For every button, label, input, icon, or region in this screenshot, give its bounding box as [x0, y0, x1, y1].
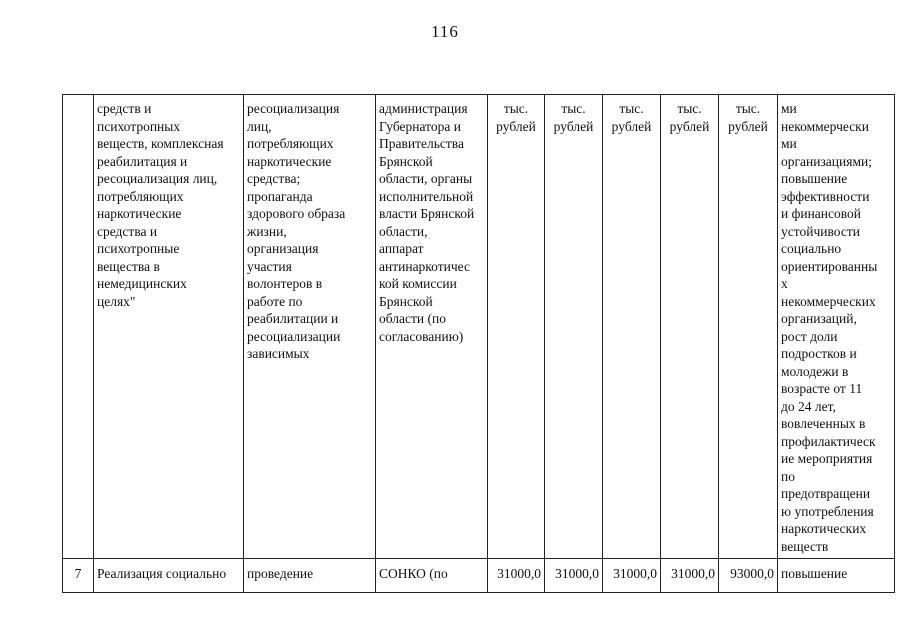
result-cell: ми некоммерчески ми организациями; повышение эффективности и финансовой устойчивости социально ориентированны х некоммерческих организаций, рост доли подростков и молодежи в возрасте от 11 до 24 лет, вовлеченных в профилактическ ие мероприятия по предотвращени ю употребления наркотических веществ	[778, 95, 895, 559]
activities-cell: ресоциализация лиц, потребляющих наркотические средства; пропаганда здорового образа жизни, организация участия волонтеров в работе по реабилитации и ресоциализации зависимых	[244, 95, 376, 559]
activities-cell: проведение	[244, 559, 376, 593]
amount-cell: 31000,0	[603, 559, 661, 593]
table-row	[63, 559, 895, 593]
amount-cell: тыс. рублей	[603, 95, 661, 559]
measure-name-cell: средств и психотропных веществ, комплексная реабилитация и ресоциализация лиц, потребляющих наркотические средства и психотропные вещества в немедицинских целях"	[94, 95, 244, 559]
row-number-cell	[63, 95, 94, 559]
measure-name-cell: Реализация социально	[94, 559, 244, 593]
program-table	[62, 94, 895, 593]
amount-cell: 31000,0	[545, 559, 603, 593]
amount-cell: тыс. рублей	[719, 95, 778, 559]
amount-cell: 31000,0	[488, 559, 545, 593]
executor-cell: СОНКО (по	[376, 559, 488, 593]
row-number-cell: 7	[63, 559, 94, 593]
amount-cell: 31000,0	[661, 559, 719, 593]
executor-cell: администрация Губернатора и Правительства Брянской области, органы исполнительной власти Брянской области, аппарат антинаркотичес кой комиссии Брянской области (по согласованию)	[376, 95, 488, 559]
amount-cell: тыс. рублей	[661, 95, 719, 559]
amount-cell: тыс. рублей	[488, 95, 545, 559]
amount-cell: тыс. рублей	[545, 95, 603, 559]
amount-cell: 93000,0	[719, 559, 778, 593]
result-cell: повышение	[778, 559, 895, 593]
page-number: 116	[431, 22, 459, 41]
table-row	[63, 95, 895, 559]
